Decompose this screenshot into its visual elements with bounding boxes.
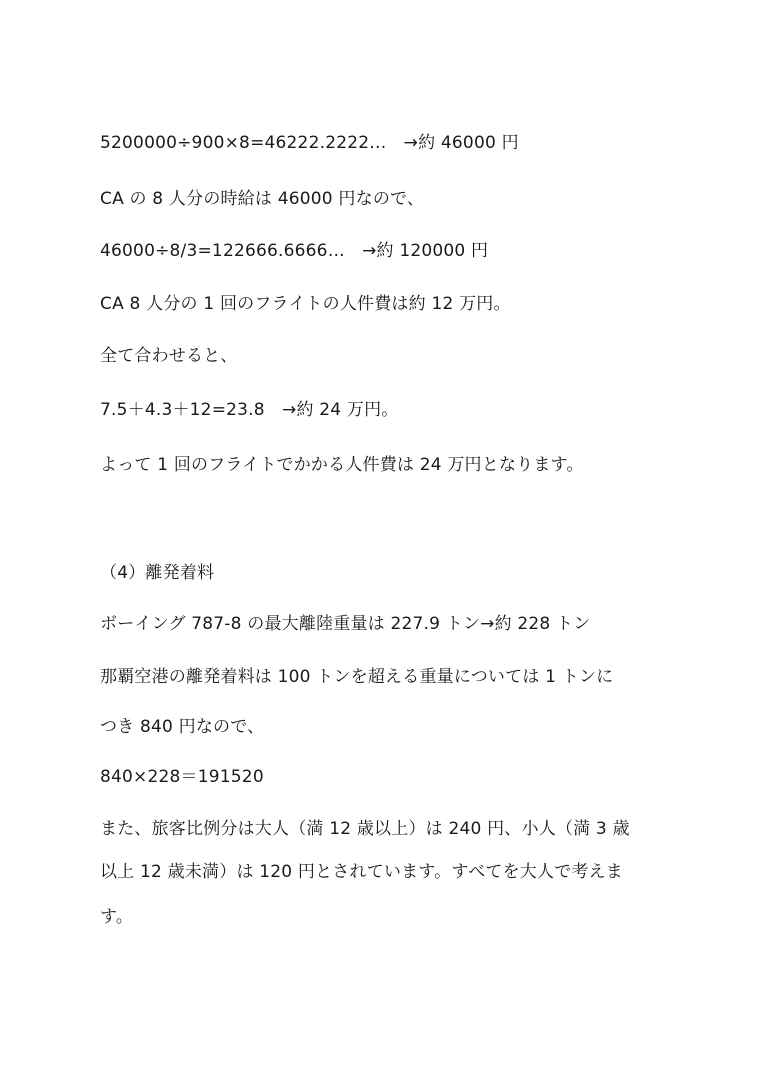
text-line-sum-intro: 全て合わせると、 — [100, 346, 238, 366]
text-line-conclusion: よって 1 回のフライトでかかる人件費は 24 万円となります。 — [100, 455, 584, 475]
text-line-ca-hourly-result: CA の 8 人分の時給は 46000 円なので、 — [100, 189, 425, 209]
calc-line-ca-hourly: 5200000÷900×8=46222.2222… →約 46000 円 — [100, 133, 519, 153]
calc-line-ca-flight: 46000÷8/3=122666.6666… →約 120000 円 — [100, 241, 489, 261]
text-line-ca-flight-cost: CA 8 人分の 1 回のフライトの人件費は約 12 万円。 — [100, 294, 511, 314]
text-line-max-weight: ボーイング 787-8 の最大離陸重量は 227.9 トン→約 228 トン — [100, 614, 591, 634]
section-heading: （4）離発着料 — [100, 563, 215, 583]
text-line-landing-fee-1: 那覇空港の離発着料は 100 トンを超える重量については 1 トンに — [100, 667, 614, 687]
calc-line-landing-fee: 840×228＝191520 — [100, 767, 264, 787]
text-line-passenger-fee-2: 以上 12 歳未満）は 120 円とされています。すべてを大人で考えま — [100, 862, 623, 882]
text-line-landing-fee-2: つき 840 円なので、 — [100, 717, 265, 737]
calc-line-sum: 7.5＋4.3＋12=23.8 →約 24 万円。 — [100, 400, 399, 420]
text-line-passenger-fee-3: す。 — [100, 907, 134, 927]
text-line-passenger-fee-1: また、旅客比例分は大人（満 12 歳以上）は 240 円、小人（満 3 歳 — [100, 819, 630, 839]
